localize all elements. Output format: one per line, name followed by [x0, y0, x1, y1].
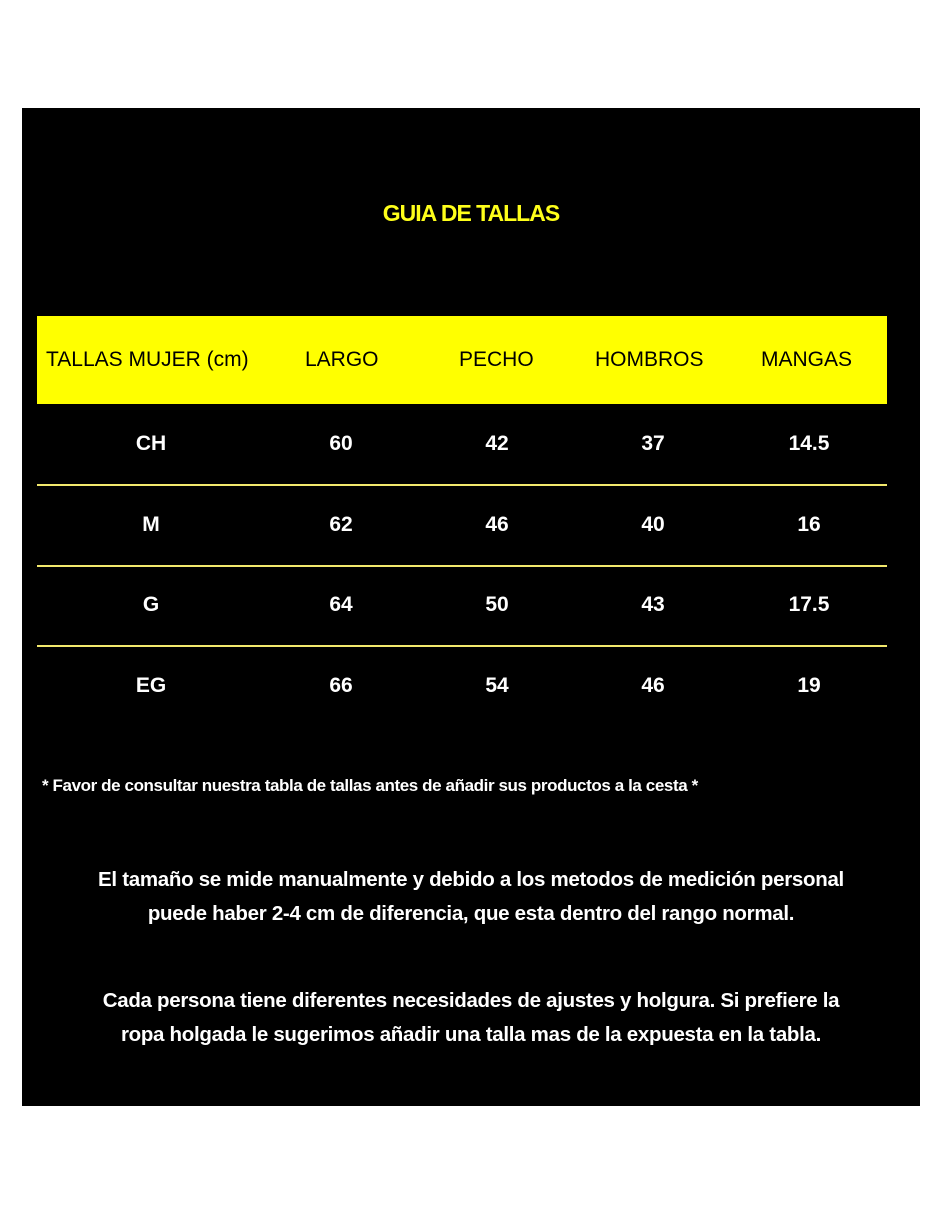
- fit-recommendation: [22, 984, 920, 1052]
- table-row: [37, 646, 887, 726]
- table-cell-largo: 64: [329, 593, 353, 616]
- table-cell-mangas: 16: [797, 513, 821, 536]
- measurement-disclaimer-line-2: puede haber 2-4 cm de diferencia, que esta dentro del rango normal.: [147, 902, 795, 925]
- column-header-mangas: MANGAS: [761, 348, 853, 371]
- table-cell-talla: CH: [135, 432, 167, 455]
- table-cell-largo: 62: [329, 513, 353, 536]
- size-guide-panel: [22, 108, 920, 1106]
- column-header-tallas: TALLAS MUJER (cm): [46, 348, 249, 371]
- table-cell-hombros: 40: [641, 513, 665, 536]
- table-cell-pecho: 46: [485, 513, 509, 536]
- table-cell-pecho: 42: [485, 432, 509, 455]
- measurement-disclaimer-line-1: El tamaño se mide manualmente y debido a los metodos de medición personal: [98, 868, 844, 891]
- table-cell-hombros: 46: [641, 674, 665, 697]
- table-cell-mangas: 19: [797, 674, 821, 697]
- table-cell-mangas: 17.5: [788, 593, 830, 616]
- table-row: [37, 565, 887, 647]
- table-cell-pecho: 54: [485, 674, 509, 697]
- table-cell-largo: 60: [329, 432, 353, 455]
- table-header: [37, 316, 887, 404]
- table-row: [37, 404, 887, 486]
- table-cell-mangas: 14.5: [788, 432, 830, 455]
- table-cell-talla: EG: [135, 674, 167, 697]
- table-cell-largo: 66: [329, 674, 353, 697]
- column-header-hombros: HOMBROS: [595, 348, 704, 371]
- column-header-largo: LARGO: [305, 348, 379, 371]
- table-cell-talla: M: [142, 513, 160, 536]
- page-title: GUIA DE TALLAS: [382, 200, 560, 226]
- table-cell-pecho: 50: [485, 593, 509, 616]
- fit-recommendation-line-2: ropa holgada le sugerimos añadir una talla mas de la expuesta en la tabla.: [120, 1023, 822, 1046]
- fit-recommendation-line-1: Cada persona tiene diferentes necesidades de ajustes y holgura. Si prefiere la: [102, 989, 840, 1012]
- size-chart-note: * Favor de consultar nuestra tabla de tallas antes de añadir sus productos a la cesta *: [42, 776, 698, 795]
- table-cell-talla: G: [142, 593, 160, 616]
- table-row: [37, 485, 887, 567]
- table-cell-hombros: 37: [641, 432, 665, 455]
- measurement-disclaimer: [22, 863, 920, 931]
- column-header-pecho: PECHO: [459, 348, 534, 371]
- table-cell-hombros: 43: [641, 593, 665, 616]
